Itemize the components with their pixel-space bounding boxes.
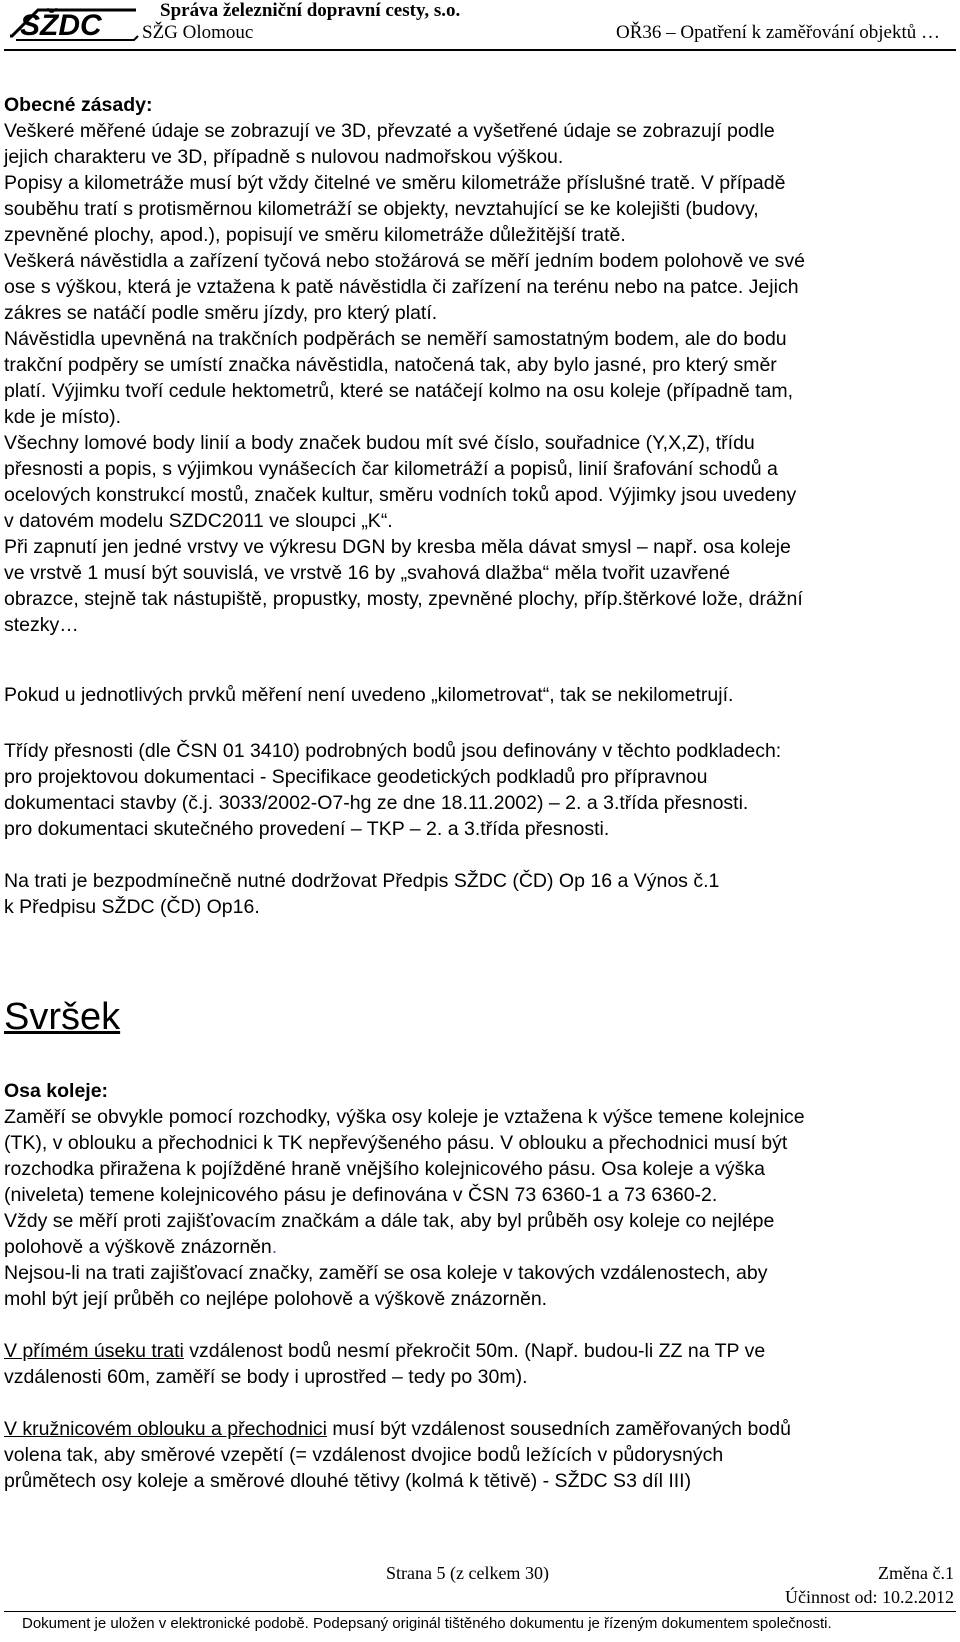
blue-period: . [271,1236,278,1258]
general-line: Veškeré měřené údaje se zobrazují ve 3D, převzaté a vyšetřené údaje se zobrazují podle [4,120,775,142]
subsection-heading: Osa koleje: [4,1080,109,1102]
straight-section-line [4,1338,954,1364]
logo-text: SŽDC [20,9,102,42]
organization-name: Správa železniční dopravní cesty, s.o. [160,0,461,21]
general-line: trakční podpěry se umístí značka návěstidla, natočená tak, aby bylo jasné, pro který směr [4,354,777,376]
general-line: platí. Výjimku tvoří cedule hektometrů, které se natáčejí kolmo na osu koleje (případně tam, [4,380,794,402]
general-line: stezky… [4,614,79,636]
general-line: přesnosti a popis, s výjimkou vynášecích čar kilometráží a popisů, linií šrafování schodů a [4,458,778,480]
general-line: Popisy a kilometráže musí být vždy čitelné ve směru kilometráže příslušné tratě. V případě [4,172,786,194]
section-title: Svršek [4,996,121,1038]
regulation-line: k Předpisu SŽDC (ČD) Op16. [4,896,260,918]
general-line: Návěstidla upevněná na trakčních podpěrách se neměří samostatným bodem, ale do bodu [4,328,787,350]
axis-line: (niveleta) temene kolejnicového pásu je definována v ČSN 73 6360-1 a 73 6360-2. [4,1184,718,1206]
curve-term: V kružnicovém oblouku a přechodnici [4,1418,328,1440]
footer-divider [4,1611,956,1612]
page-number: Strana 5 (z celkem 30) [386,1563,549,1583]
axis-line: mohl být její průběh co nejlépe polohově a výškově znázorněn. [4,1288,548,1310]
general-line: kde je místo). [4,406,122,428]
general-heading: Obecné zásady: [4,94,153,116]
accuracy-line: dokumentaci stavby (č.j. 3033/2002-O7-hg ze dne 18.11.2002) – 2. a 3.třída přesnosti. [4,792,749,814]
axis-line: Zaměří se obvykle pomocí rozchodky, výška osy koleje je vztažena k výšce temene kolejnice [4,1106,805,1128]
organization-unit: SŽG Olomouc [142,22,254,43]
general-line: Při zapnutí jen jedné vrstvy ve výkresu DGN by kresba měla dávat smysl – např. osa koleje [4,536,791,558]
accuracy-line: Třídy přesnosti (dle ČSN 01 3410) podrobných bodů jsou definovány v těchto podkladech: [4,740,782,762]
general-line: Veškerá návěstidla a zařízení tyčová nebo stožárová se měří jedním bodem polohově ve své [4,250,806,272]
general-line: ocelových konstrukcí mostů, značek kultur, směru vodních toků apod. Výjimky jsou uvedeny [4,484,797,506]
general-line: jejich charakteru ve 3D, případně s nulovou nadmořskou výškou. [4,146,564,168]
header-divider [4,49,956,51]
curve-line: volena tak, aby směrové vzepětí (= vzdálenost dvojice bodů ležících v půdorysných [4,1444,724,1466]
axis-line: Nejsou-li na trati zajišťovací značky, zaměří se osa koleje v takových vzdálenostech, aby [4,1262,768,1284]
page-header [0,0,960,54]
footer-note: Dokument je uložen v elektronické podobě. Podepsaný originál tištěného dokumentu je řízeným dokumentem společnosti. [22,1615,832,1632]
axis-line: rozchodka přiražena k pojížděné hraně vnějšího kolejnicového pásu. Osa koleje a výška [4,1158,765,1180]
straight-section-line: vzdálenosti 60m, zaměří se body i uprostřed – tedy po 30m). [4,1366,528,1388]
straight-section-text: vzdálenost bodů nesmí překročit 50m. (Např. budou-li ZZ na TP ve [183,1340,766,1362]
general-line: ose s výškou, která je vztažena k patě návěstidla či zařízení na terénu nebo na patce. Jejich [4,276,799,298]
kilometer-note: Pokud u jednotlivých prvků měření není uvedeno „kilometrovat“, tak se nekilometrují. [4,684,734,706]
effective-date: Účinnost od: 10.2.2012 [785,1587,954,1607]
general-line: souběhu tratí s protisměrnou kilometráží se objekty, nevztahující se ke kolejišti (budovy, [4,198,759,220]
curve-text: musí být vzdálenost sousedních zaměřovaných bodů [327,1418,791,1440]
general-line: zpevněné plochy, apod.), popisují ve směru kilometráže důležitější tratě. [4,224,626,246]
axis-line: (TK), v oblouku a přechodnici k TK nepřevýšeného pásu. V oblouku a přechodnici musí být [4,1132,788,1154]
general-line: v datovém modelu SZDC2011 ve sloupci „K“. [4,510,393,532]
accuracy-line: pro projektovou dokumentaci - Specifikace geodetických podkladů pro přípravnou [4,766,708,788]
general-line: Všechny lomové body linií a body značek budou mít své číslo, souřadnice (Y,X,Z), třídu [4,432,755,454]
general-line: ve vrstvě 1 musí být souvislá, ve vrstvě 16 by „svahová dlažba“ měla tvořit uzavřené [4,562,731,584]
document-title: OŘ36 – Opatření k zaměřování objektů … [616,22,940,43]
axis-line-with-period [4,1234,954,1260]
curve-line [4,1416,954,1442]
straight-section-term: V přímém úseku trati [4,1340,184,1362]
general-line: zákres se natáčí podle směru jízdy, pro který platí. [4,302,438,324]
curve-line: průmětech osy koleje a směrové dlouhé tětivy (kolmá k tětivě) - SŽDC S3 díl III) [4,1470,692,1492]
change-number: Změna č.1 [878,1563,954,1583]
axis-line-text: polohově a výškově znázorněn [4,1236,272,1258]
szdc-logo [6,2,142,44]
regulation-line: Na trati je bezpodmínečně nutné dodržovat Předpis SŽDC (ČD) Op 16 a Výnos č.1 [4,870,720,892]
axis-line: Vždy se měří proti zajišťovacím značkám a dále tak, aby byl průběh osy koleje co nejlépe [4,1210,775,1232]
general-line: obrazce, stejně tak nástupiště, propustky, mosty, zpevněné plochy, příp.štěrkové lože, drážní [4,588,803,610]
accuracy-line: pro dokumentaci skutečného provedení – TKP – 2. a 3.třída přesnosti. [4,818,610,840]
